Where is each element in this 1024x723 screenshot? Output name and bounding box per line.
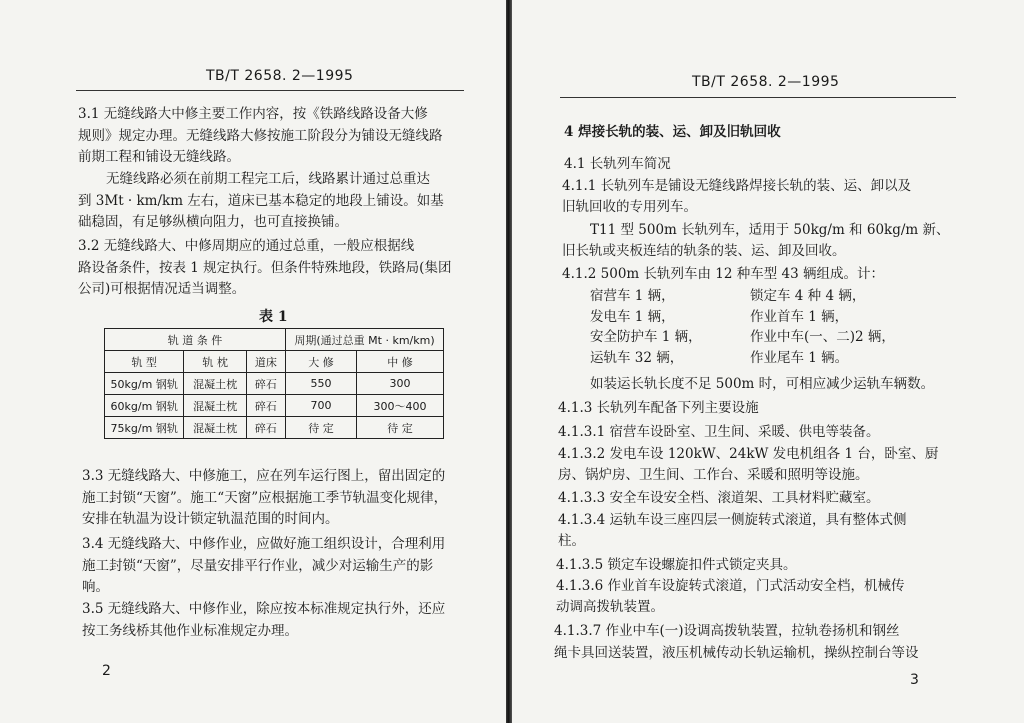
table-cell: 碎石 [246, 395, 285, 417]
section-4-1-2b: 如装运长轨长度不足 500m 时，可相应减少运轨车辆数。 [590, 376, 935, 392]
table-cell: 碎石 [246, 373, 285, 395]
section-4-1: 4.1 长轨列车简况 [564, 156, 671, 172]
para-line: 柱。 [558, 533, 585, 549]
table-cell: 碎石 [246, 417, 285, 439]
para-line: 3.1 无缝线路大中修主要工作内容，按《铁路线路设备大修 [78, 106, 428, 122]
table-cell: 混凝土枕 [184, 373, 246, 395]
section-4-1-3: 4.1.3 长轨列车配备下列主要设施 [558, 400, 759, 416]
list-item [590, 348, 895, 369]
car-entry: 发电车 1 辆， [590, 308, 675, 325]
para-line: 4.1.3.4 运轨车设三座四层一侧旋转式滚道，具有整体式侧 [558, 512, 907, 528]
car-entry: 宿营车 1 辆， [590, 288, 675, 304]
car-entry: 锁定车 4 种 4 辆， [750, 288, 866, 304]
table-col-header: 中 修 [357, 351, 444, 373]
para-3-2 [78, 236, 451, 301]
para-line: 3.2 无缝线路大、中修周期应的通过总重，一般应根据线 [78, 238, 415, 254]
table-col-header: 轨 型 [105, 351, 184, 373]
section-4-1-3-4 [558, 510, 907, 552]
para-3-5 [82, 599, 445, 642]
table-cell: 300 [357, 373, 444, 395]
section-4-1-3-2 [558, 444, 938, 486]
list-item [590, 307, 895, 328]
para-line: 施工封锁“天窗”，尽量安排平行作业，减少对运输生产的影 [82, 557, 434, 574]
para-line: 绳卡具回送装置，液压机械传动长轨运输机，操纵控制台等设 [554, 645, 919, 661]
section-4-1-3-7 [554, 620, 919, 664]
left-page [0, 0, 508, 723]
table-row [105, 417, 444, 439]
car-entry: 作业尾车 1 辆。 [750, 349, 849, 366]
right-page-number: 3 [910, 672, 919, 688]
car-entry: 作业首车 1 辆， [750, 308, 849, 325]
para-line: 4.1.3.6 作业首车设旋转式滚道，门式活动安全档，机械传 [556, 578, 905, 594]
right-header-rule [560, 97, 956, 98]
para-3-3 [82, 466, 447, 531]
table-col-header: 轨 枕 [184, 351, 246, 373]
list-item [590, 327, 895, 348]
para-line: 按工务线桥其他作业标准规定办理。 [82, 622, 298, 639]
para-line: 4.1.3.2 发电车设 120kW、24kW 发电机组各 1 台，卧室、厨 [558, 446, 939, 462]
para-line: 3.4 无缝线路大、中修作业，应做好施工组织设计，合理利用 [82, 536, 446, 552]
car-entry: 运轨车 32 辆， [590, 349, 684, 366]
table-group-header: 轨 道 条 件 [105, 329, 286, 351]
para-line: 旧长轨或夹板连结的轨条的装、运、卸及回收。 [562, 242, 846, 259]
table-cell: 300～400 [357, 395, 444, 417]
para-line: 动调高拨轨装置。 [556, 599, 664, 615]
table-cell: 75kg/m 钢轨 [105, 417, 184, 439]
para-line: 础稳固，有足够纵横向阻力，也可直接换铺。 [78, 214, 348, 230]
section-4-heading: 4 焊接长轨的装、运、卸及旧轨回收 [564, 124, 781, 140]
para-line: 4.1.1 长轨列车是铺设无缝线路焊接长轨的装、运、卸以及 [562, 178, 912, 194]
car-entry: 安全防护车 1 辆， [590, 329, 702, 345]
table-cell: 待 定 [286, 417, 357, 439]
table-cell: 混凝土枕 [184, 395, 246, 417]
section-4-1-3-3: 4.1.3.3 安全车设安全档、滚道架、工具材料贮藏室。 [558, 490, 880, 506]
table-cell: 700 [286, 395, 357, 417]
section-4-1-1 [562, 176, 911, 217]
section-4-1-1b [562, 220, 950, 261]
table-cell: 待 定 [357, 417, 444, 439]
left-page-number: 2 [102, 663, 111, 679]
para-line: 到 3Mt · km/km 左右，道床已基本稳定的地段上铺设。如基 [78, 192, 444, 209]
para-line: T11 型 500m 长轨列车，适用于 50kg/m 和 60kg/m 新、 [590, 222, 950, 238]
right-page [512, 0, 1024, 723]
table-row [105, 395, 444, 417]
left-header: TB/T 2658. 2—1995 [206, 68, 354, 84]
para-3-1b [78, 169, 444, 234]
para-line: 规则》规定办理。无缝线路大修按施工阶段分为铺设无缝线路 [78, 127, 443, 144]
para-line: 房、锅炉房、卫生间、工作台、采暖和照明等设施。 [558, 467, 869, 483]
table-cell: 60kg/m 钢轨 [105, 395, 184, 417]
table-row [105, 373, 444, 395]
table-col-header: 道床 [246, 351, 285, 373]
para-line: 无缝线路必须在前期工程完工后，线路累计通过总重达 [106, 171, 430, 187]
para-line: 响。 [82, 579, 109, 595]
list-item [590, 286, 895, 307]
para-line: 施工封锁“天窗”。施工“天窗”应根据施工季节轨温变化规律， [82, 489, 448, 506]
right-header: TB/T 2658. 2—1995 [692, 74, 840, 90]
para-line: 公司)可根据情况适当调整。 [78, 281, 246, 297]
table-cell: 550 [286, 373, 357, 395]
car-entry: 作业中车(一、二)2 辆， [750, 329, 895, 345]
left-header-rule [76, 90, 464, 91]
maintenance-cycle-table [104, 328, 444, 439]
table-title: 表 1 [259, 309, 288, 325]
para-line: 4.1.3.7 作业中车(一)设调高拨轨装置，拉轨卷扬机和钢丝 [554, 623, 900, 639]
section-4-1-3-1: 4.1.3.1 宿营车设卧室、卫生间、采暖、供电等装备。 [558, 424, 880, 440]
car-list [590, 286, 895, 368]
table-cell: 混凝土枕 [184, 417, 246, 439]
para-line: 旧轨回收的专用列车。 [562, 198, 697, 215]
section-4-1-2: 4.1.2 500m 长轨列车由 12 种车型 43 辆组成。计： [562, 266, 885, 282]
para-line: 前期工程和铺设无缝线路。 [78, 149, 240, 165]
para-line: 路设备条件，按表 1 规定执行。但条件特殊地段，铁路局(集团 [78, 259, 452, 276]
para-line: 3.5 无缝线路大、中修作业，除应按本标准规定执行外，还应 [82, 601, 446, 617]
table-col-header: 大 修 [286, 351, 357, 373]
section-4-1-3-5: 4.1.3.5 锁定车设螺旋扣件式锁定夹具。 [556, 557, 797, 573]
table-cell: 50kg/m 钢轨 [105, 373, 184, 395]
para-line: 安排在轨温为设计锁定轨温范围的时间内。 [82, 511, 339, 527]
table-group-header: 周期(通过总重 Mt · km/km) [286, 329, 444, 351]
section-4-1-3-6 [556, 576, 905, 618]
para-3-1 [78, 104, 443, 169]
para-line: 3.3 无缝线路大、中修施工，应在列车运行图上，留出固定的 [82, 468, 446, 484]
para-3-4 [82, 534, 445, 599]
